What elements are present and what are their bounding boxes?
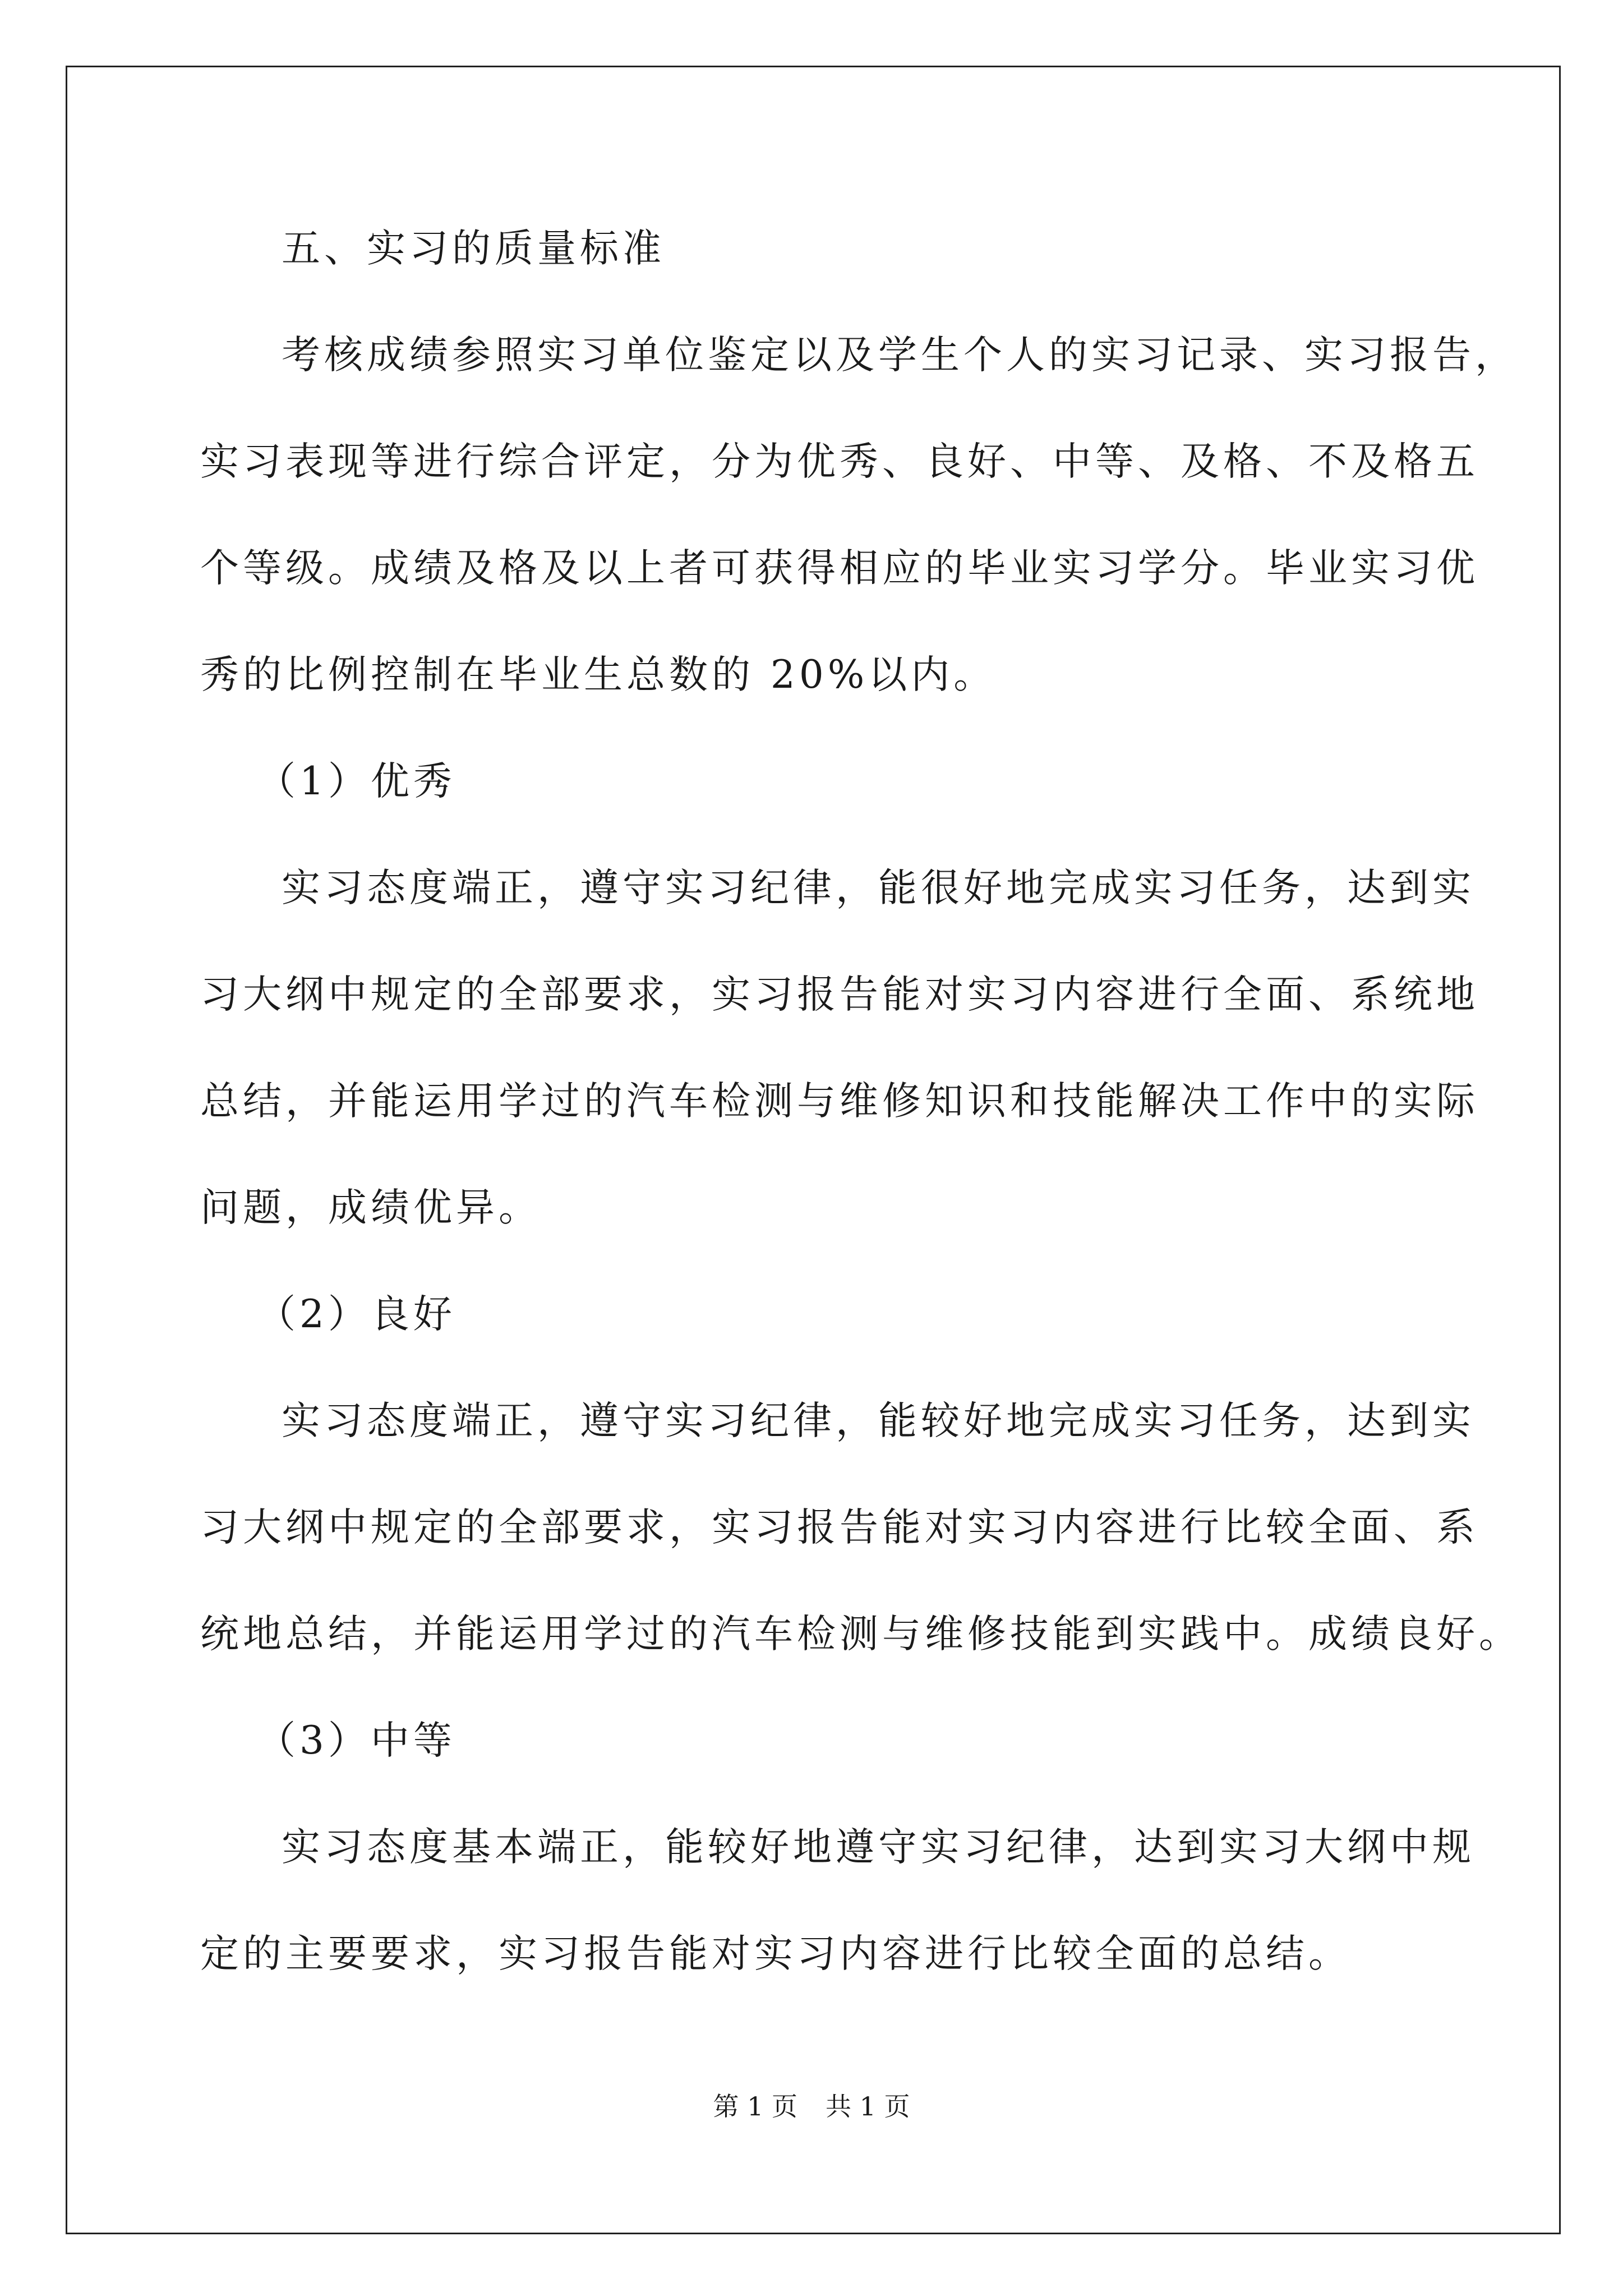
grade-good-line-1: 实习态度端正，遵守实习纪律，能较好地完成实习任务，达到实 [282,1398,1475,1443]
intro-line-3: 个等级。成绩及格及以上者可获得相应的毕业实习学分。毕业实习优 [200,546,1479,591]
page-number: 第 1 页 [713,2091,797,2122]
grade-average-line-1: 实习态度基本端正，能较好地遵守实习纪律，达到实习大纲中规 [282,1825,1475,1870]
intro-line-1: 考核成绩参照实习单位鉴定以及学生个人的实习记录、实习报告， [282,333,1518,378]
intro-line-4: 秀的比例控制在毕业生总数的 20%以内。 [200,652,997,697]
section-heading: 五、实习的质量标准 [282,226,665,271]
grade-excellent-line-3: 总结，并能运用学过的汽车检测与维修知识和技能解决工作中的实际 [200,1079,1479,1124]
grade-excellent-line-1: 实习态度端正，遵守实习纪律，能很好地完成实习任务，达到实 [282,866,1475,910]
grade-heading-average: （3）中等 [257,1718,456,1763]
page-footer [0,2090,1623,2123]
grade-heading-excellent: （1）优秀 [257,759,456,804]
grade-good-line-3: 统地总结，并能运用学过的汽车检测与维修技能到实践中。成绩良好。 [200,1612,1521,1657]
page-total: 共 1 页 [826,2091,910,2122]
grade-average-line-2: 定的主要要求，实习报告能对实习内容进行比较全面的总结。 [200,1931,1351,1976]
grade-excellent-line-2: 习大纲中规定的全部要求，实习报告能对实习内容进行全面、系统地 [200,972,1479,1017]
intro-line-2: 实习表现等进行综合评定，分为优秀、良好、中等、及格、不及格五 [200,439,1479,484]
grade-heading-good: （2）良好 [257,1292,456,1337]
grade-good-line-2: 习大纲中规定的全部要求，实习报告能对实习内容进行比较全面、系 [200,1505,1479,1550]
grade-excellent-line-4: 问题，成绩优异。 [200,1185,541,1230]
page-border [66,66,1561,2234]
